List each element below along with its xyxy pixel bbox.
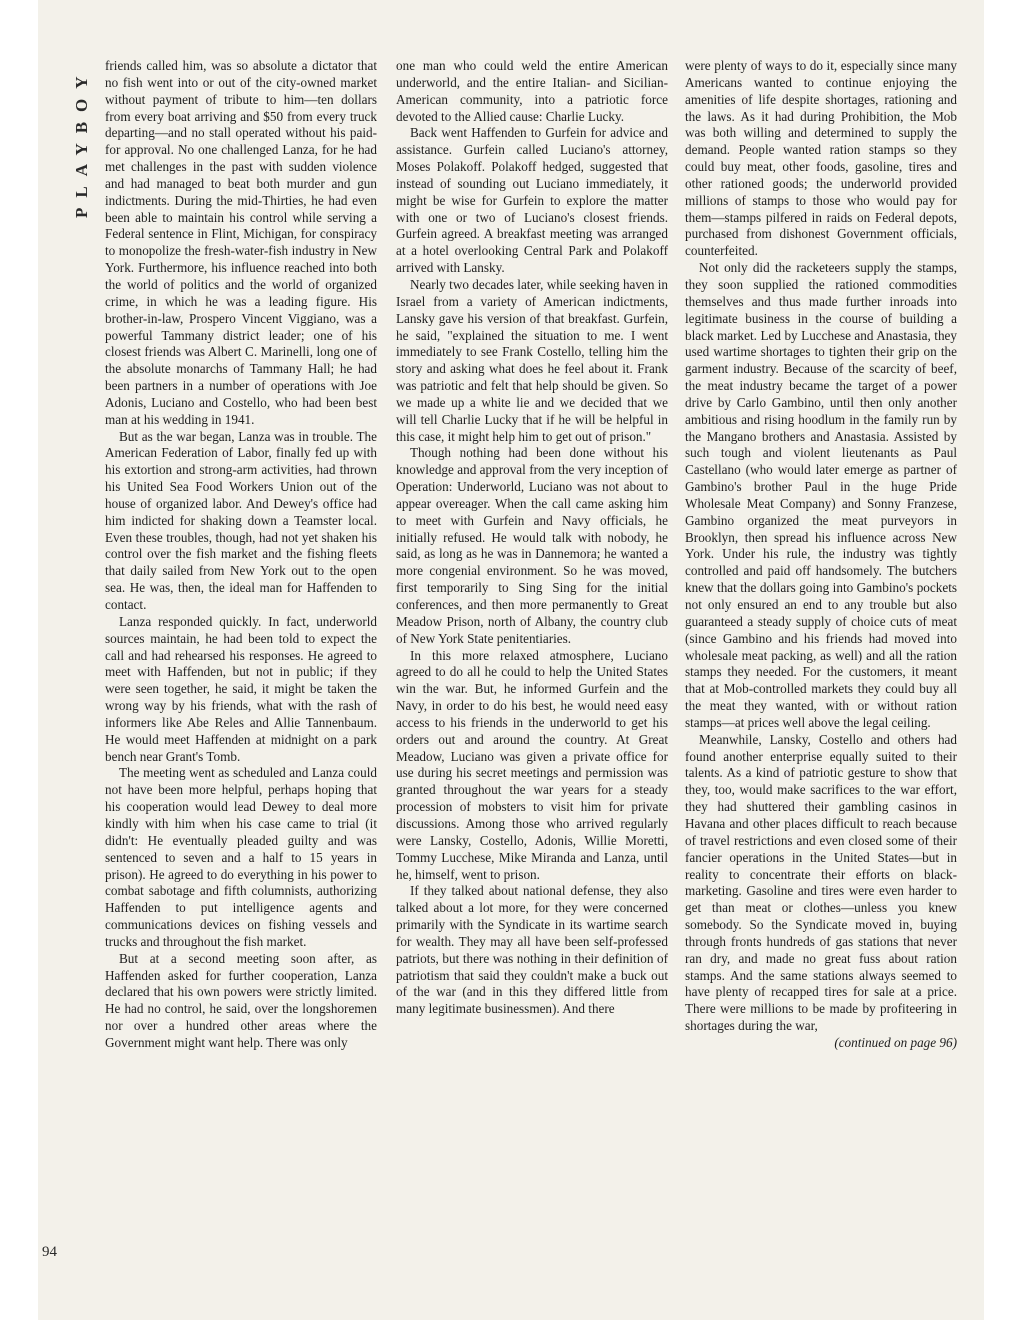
paragraph: But at a second meeting soon after, as Haffenden asked for further cooperation, Lanza declared that his own powers were strictly limited. He had no control, he said, over the longshoremen nor over a hundred other areas where the Government might want help. There was only — [105, 950, 377, 1050]
paragraph: one man who could weld the entire American underworld, and the entire Italian- and Sicilian-American community, into a patriotic force devoted to the Allied cause: Charlie Lucky. — [396, 58, 668, 124]
article-column-2 — [396, 58, 668, 1018]
magazine-page — [38, 0, 984, 1320]
masthead-text: PLAYBOY — [72, 66, 91, 218]
article-column-3 — [685, 58, 957, 1052]
continued-on-notice: (continued on page 96) — [834, 1034, 957, 1050]
paragraph: Not only did the racketeers supply the stamps, they soon supplied the rationed commodities themselves and thus made further inroads into legitimate business in the course of building a black market. Led by Lucchese and Anastasia, they used wartime shortages to tighten their grip on the garment industry. Because of the scarcity of beef, the meat industry became the target of a power drive by Carlo Gambino, until then only another ambitious and rising hoodlum in the family run by the Mangano brothers and Anastasia. Assisted by such tough and violent lieutenants as Paul Castellano (who would later emerge as partner of Gambino's brother Paul in the huge Pride Wholesale Meat Company) and Sonny Franzese, Gambino organized the meat purveyors in Brooklyn, then spread his influence across New York. Under his rule, the industry was tightly controlled and paid off handsomely. The butchers knew that the dollars going into Gambino's pockets not only ensured an end to any trouble but also guaranteed a steady supply of choice cuts of meat (since Gambino and his friends had moved into wholesale meat packing, as well) and all the ration stamps they needed. For the customers, it meant that at Mob-controlled markets they could buy all the meat they wanted, with or without ration stamps—at prices well above the legal ceiling. — [685, 260, 957, 730]
paragraph: Back went Haffenden to Gurfein for advice and assistance. Gurfein called Luciano's attorney, Moses Polakoff. Polakoff hedged, suggested that instead of sounding out Luciano immediately, it might be wise for Gurfein to explore the matter with one or two of Luciano's closest friends. Gurfein agreed. A breakfast meeting was arranged at a hotel overlooking Central Park and Polakoff arrived with Lansky. — [396, 125, 668, 276]
paragraph: Lanza responded quickly. In fact, underworld sources maintain, he had been told to expect the call and had rehearsed his responses. He agreed to meet with Haffenden, but not in public; if they were seen together, he said, it might be taken the wrong way by his friends, what with the rash of informers like Abe Reles and Allie Tannenbaum. He would meet Haffenden at midnight on a park bench near Grant's Tomb. — [105, 613, 377, 764]
paragraph: Meanwhile, Lansky, Costello and others had found another enterprise equally suited to their talents. As a kind of patriotic gesture to show that they, too, would make sacrifices to the war effort, they had shuttered their gambling casinos in Havana and other places difficult to reach because of travel restrictions and even closed some of their fancier operations in the United States—but in reality to concentrate their efforts on black-marketing. Gasoline and tires were even harder to get than meat or clothes—unless you knew somebody. So the Syndicate moved in, buying through fronts hundreds of gas stations that never ran dry, and made no great fuss about ration stamps. And the same stations always seemed to have plenty of recapped tires for sale at a price. There were millions to be made by profiteering in shortages during the war, — [685, 731, 957, 1034]
paragraph: were plenty of ways to do it, especially since many Americans wanted to continue enjoying the amenities of life despite shortages, rationing and the laws. As it had during Prohibition, the Mob was both willing and determined to supply the demand. People wanted ration stamps so they could buy meat, other foods, gasoline, tires and other rationed goods; the underworld provided millions of stamps to those who would pay for them—stamps pilfered in raids on Federal depots, purchased from dishonest Government officials, counterfeited. — [685, 58, 957, 259]
paragraph: But as the war began, Lanza was in trouble. The American Federation of Labor, finally fed up with his extortion and strong-arm activities, had thrown his United Sea Food Workers Union out of the house of organized labor. And Dewey's office had him indicted for shaking down a Teamster local. Even these troubles, though, had not yet shaken his control over the fish market and the fishing fleets that daily sailed from New York out to the open sea. He was, then, the ideal man for Haffenden to contact. — [105, 428, 377, 612]
paragraph: Nearly two decades later, while seeking haven in Israel from a variety of American indictments, Lansky gave his version of that breakfast. Gurfein, he said, "explained the situation to me. I went immediately to see Frank Costello, telling him the story and asking what does he feel about it. Frank was patriotic and felt that help should be given. So we made up a white lie and we decided that we will tell Charlie Lucky that if he will be helpful in this case, it might help him to get out of prison." — [396, 276, 668, 444]
paragraph: If they talked about national defense, they also talked about a lot more, for they were concerned primarily with the Syndicate in its wartime search for wealth. They may all have been self-professed patriots, but there was nothing in their definition of patriotism that said they couldn't make a buck out of the war (and in this they differed little from many legitimate businessmen). And there — [396, 883, 668, 1017]
paragraph: The meeting went as scheduled and Lanza could not have been more helpful, perhaps hoping that his cooperation would lead Dewey to deal more kindly with him when his case came to trial (it didn't: He eventually pleaded guilty and was sentenced to seven and a half to 15 years in prison). He agreed to do everything in his power to combat sabotage and fifth columnists, authorizing Haffenden to put intelligence agents and communications devices on fishing vessels and trucks and throughout the fish market. — [105, 765, 377, 949]
paragraph: In this more relaxed atmosphere, Luciano agreed to do all he could to help the United States win the war. But, he informed Gurfein and the Navy, in order to do his best, he would need easy access to his friends in the underworld to get his orders out and around the country. At Great Meadow, Luciano was given a private office for use during his secret meetings and permission was granted throughout the war years for a steady procession of mobsters to visit him for private discussions. Among those who arrived regularly were Lansky, Costello, Adonis, Willie Moretti, Tommy Lucchese, Mike Miranda and Lanza, until he, himself, went to prison. — [396, 647, 668, 882]
article-column-1 — [105, 58, 377, 1052]
paragraph: Though nothing had been done without his knowledge and approval from the very inception of Operation: Underworld, Luciano was not about to appear overeager. When the call came asking him to meet with Gurfein and Navy officials, he initially refused. He would talk with nobody, he said, as long as he was in Dannemora; he wanted a more congenial environment. So he was moved, first temporarily to Sing Sing for the initial conferences, and then more permanently to Great Meadow Prison, north of Albany, the country club of New York State penitentiaries. — [396, 445, 668, 646]
masthead — [64, 58, 104, 218]
page-number: 94 — [42, 1244, 57, 1260]
paragraph: friends called him, was so absolute a dictator that no fish went into or out of the city-owned market without payment of tribute to him—ten dollars from every boat arriving and $50 from every truck departing—and no stall operated without his paid-for approval. No one challenged Lanza, for he had met challenges in the past with sudden violence and had managed to beat both murder and gun indictments. During the mid-Thirties, he had even been able to maintain his control while serving a Federal sentence in Flint, Michigan, for conspiracy to monopolize the fresh-water-fish industry in New York. Furthermore, his influence reached into both the world of politics and the world of organized crime, in which he was a leading figure. His brother-in-law, Prospero Vincent Viggiano, was a powerful Tammany district leader; one of his closest friends was Albert C. Marinelli, long one of the absolute monarchs of Tammany Hall; he had been partners in a number of operations with Joe Adonis, Luciano and Costello, who had been best man at his wedding in 1941. — [105, 58, 377, 427]
